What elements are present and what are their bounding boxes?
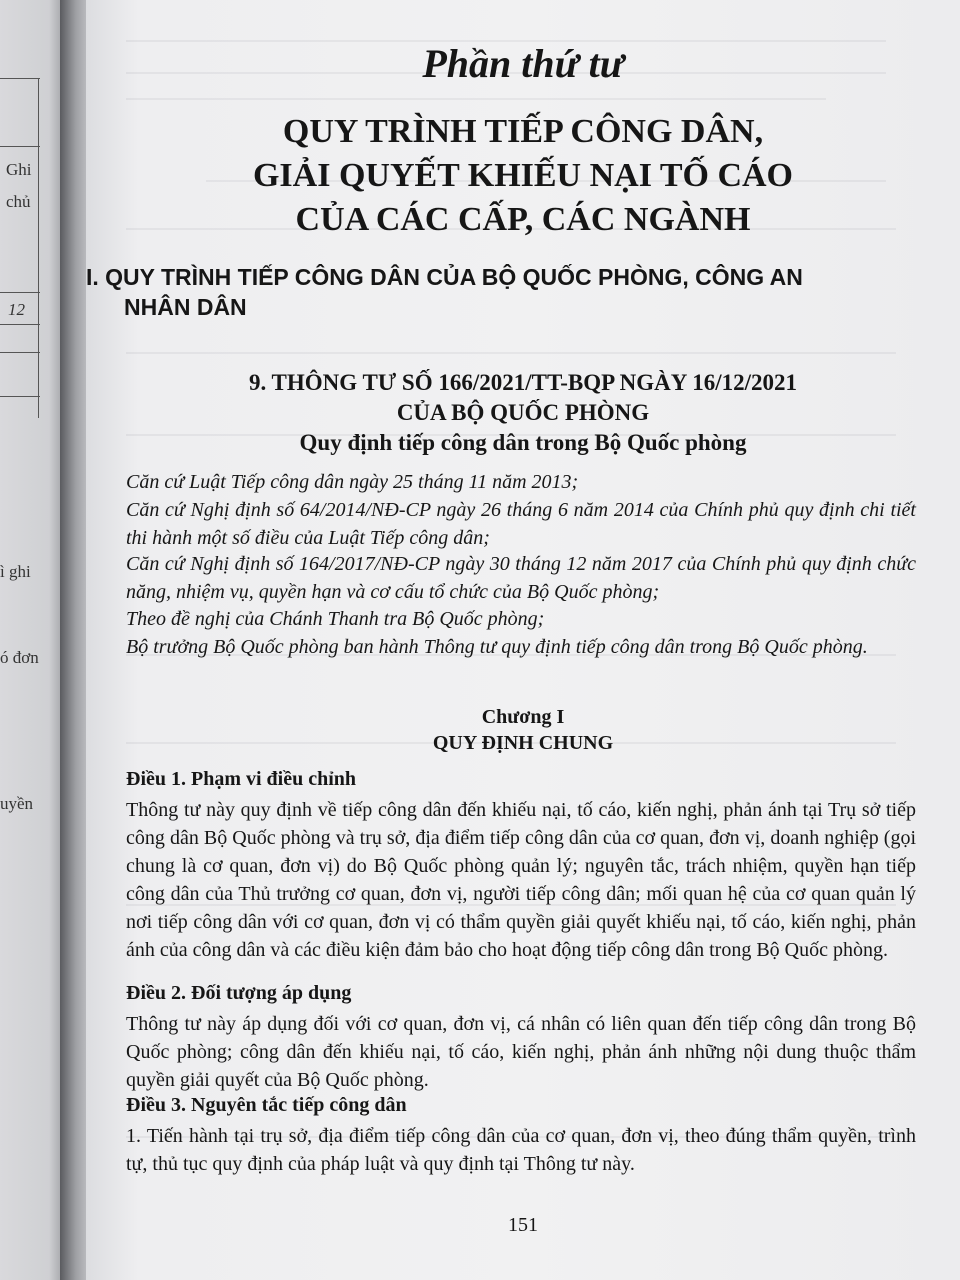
table-rule: [0, 146, 40, 147]
article-title: Điều 1. Phạm vi điều chỉnh: [126, 768, 357, 790]
table-rule: [0, 292, 40, 293]
article-title: Điều 3. Nguyên tắc tiếp công dân: [126, 1094, 407, 1116]
part-title: Phần thứ tư: [422, 41, 624, 86]
preamble-paragraph: Căn cứ Luật Tiếp công dân ngày 25 tháng 11 năm 2013;: [126, 471, 579, 493]
left-fragment: chủ: [6, 192, 31, 211]
main-title-line: GIẢI QUYẾT KHIẾU NẠI TỐ CÁO: [252, 157, 793, 194]
document-heading: [86, 368, 960, 458]
chapter-heading: [86, 704, 960, 756]
left-fragment: Ghi: [6, 160, 32, 179]
document-heading-line: 9. THÔNG TƯ SỐ 166/2021/TT-BQP NGÀY 16/12/2021: [248, 370, 798, 395]
section-title-line: I. QUY TRÌNH TIẾP CÔNG DÂN CỦA BỘ QUỐC PHÒNG, CÔNG AN: [86, 264, 803, 290]
article-title: Điều 2. Đối tượng áp dụng: [126, 982, 352, 1004]
left-fragment: ì ghi: [0, 562, 31, 581]
main-title-line: QUY TRÌNH TIẾP CÔNG DÂN,: [282, 113, 764, 150]
left-fragment: ó đơn: [0, 648, 39, 667]
left-fragment: 12: [8, 300, 25, 319]
preamble-paragraph: Theo đề nghị của Chánh Thanh tra Bộ Quốc phòng;: [126, 608, 545, 630]
section-title-line: NHÂN DÂN: [124, 294, 247, 320]
page-number: 151: [508, 1214, 538, 1236]
main-title-line: CỦA CÁC CẤP, CÁC NGÀNH: [295, 201, 751, 238]
document-heading-line: CỦA BỘ QUỐC PHÒNG: [396, 400, 650, 425]
main-title: [86, 110, 960, 242]
book-page: [86, 0, 960, 1280]
preamble-paragraph: Bộ trưởng Bộ Quốc phòng ban hành Thông tư quy định tiếp công dân trong Bộ Quốc phòng.: [126, 636, 868, 658]
table-rule: [0, 78, 40, 79]
left-fragment: uyền: [0, 794, 34, 813]
section-title: [86, 262, 886, 322]
table-rule: [0, 396, 40, 397]
table-border: [38, 78, 39, 418]
article-body: Thông tư này áp dụng đối với cơ quan, đơn vị, cá nhân có liên quan đến tiếp công dân trong Bộ Quốc phòng; công dân đến khiếu nại, tố cáo, kiến nghị, phản ánh những nội dung thuộc thẩm quyền giải quyết của Bộ Quốc phòng.: [126, 1013, 916, 1091]
preamble-paragraph: Căn cứ Nghị định số 164/2017/NĐ-CP ngày 30 tháng 12 năm 2017 của Chính phủ quy định chức năng, nhiệm vụ, quyền hạn và cơ cấu tổ chức của Bộ Quốc phòng;: [126, 553, 916, 603]
article-body: Thông tư này quy định về tiếp công dân đến khiếu nại, tố cáo, kiến nghị, phản ánh tại Trụ sở tiếp công dân Bộ Quốc phòng và trụ sở, địa điểm tiếp công dân của cơ quan, đơn vị, doanh nghiệp (gọi chung là cơ quan, đơn vị) do Bộ Quốc phòng quản lý; nguyên tắc, trách nhiệm, quyền hạn tiếp công dân của Thủ trưởng cơ quan, đơn vị, người tiếp công dân; mối quan hệ của cơ quan quản lý nơi tiếp công dân với cơ quan, đơn vị có thẩm quyền giải quyết khiếu nại, tố cáo, kiến nghị, phản ánh của công dân và các điều kiện đảm bảo cho hoạt động tiếp công dân trong Bộ Quốc phòng.: [126, 799, 916, 961]
table-rule: [0, 324, 40, 325]
preamble-paragraph: Căn cứ Nghị định số 64/2014/NĐ-CP ngày 26 tháng 6 năm 2014 của Chính phủ quy định chi tiết thi hành một số điều của Luật Tiếp công dân;: [126, 499, 916, 549]
article-body: 1. Tiến hành tại trụ sở, địa điểm tiếp công dân của cơ quan, đơn vị, theo đúng thẩm quyền, trình tự, thủ tục quy định của pháp luật và quy định tại Thông tư này.: [126, 1125, 916, 1175]
table-rule: [0, 352, 40, 353]
document-subtitle: Quy định tiếp công dân trong Bộ Quốc phòng: [299, 430, 747, 455]
chapter-title: QUY ĐỊNH CHUNG: [432, 732, 614, 754]
chapter-number: Chương I: [481, 706, 565, 728]
